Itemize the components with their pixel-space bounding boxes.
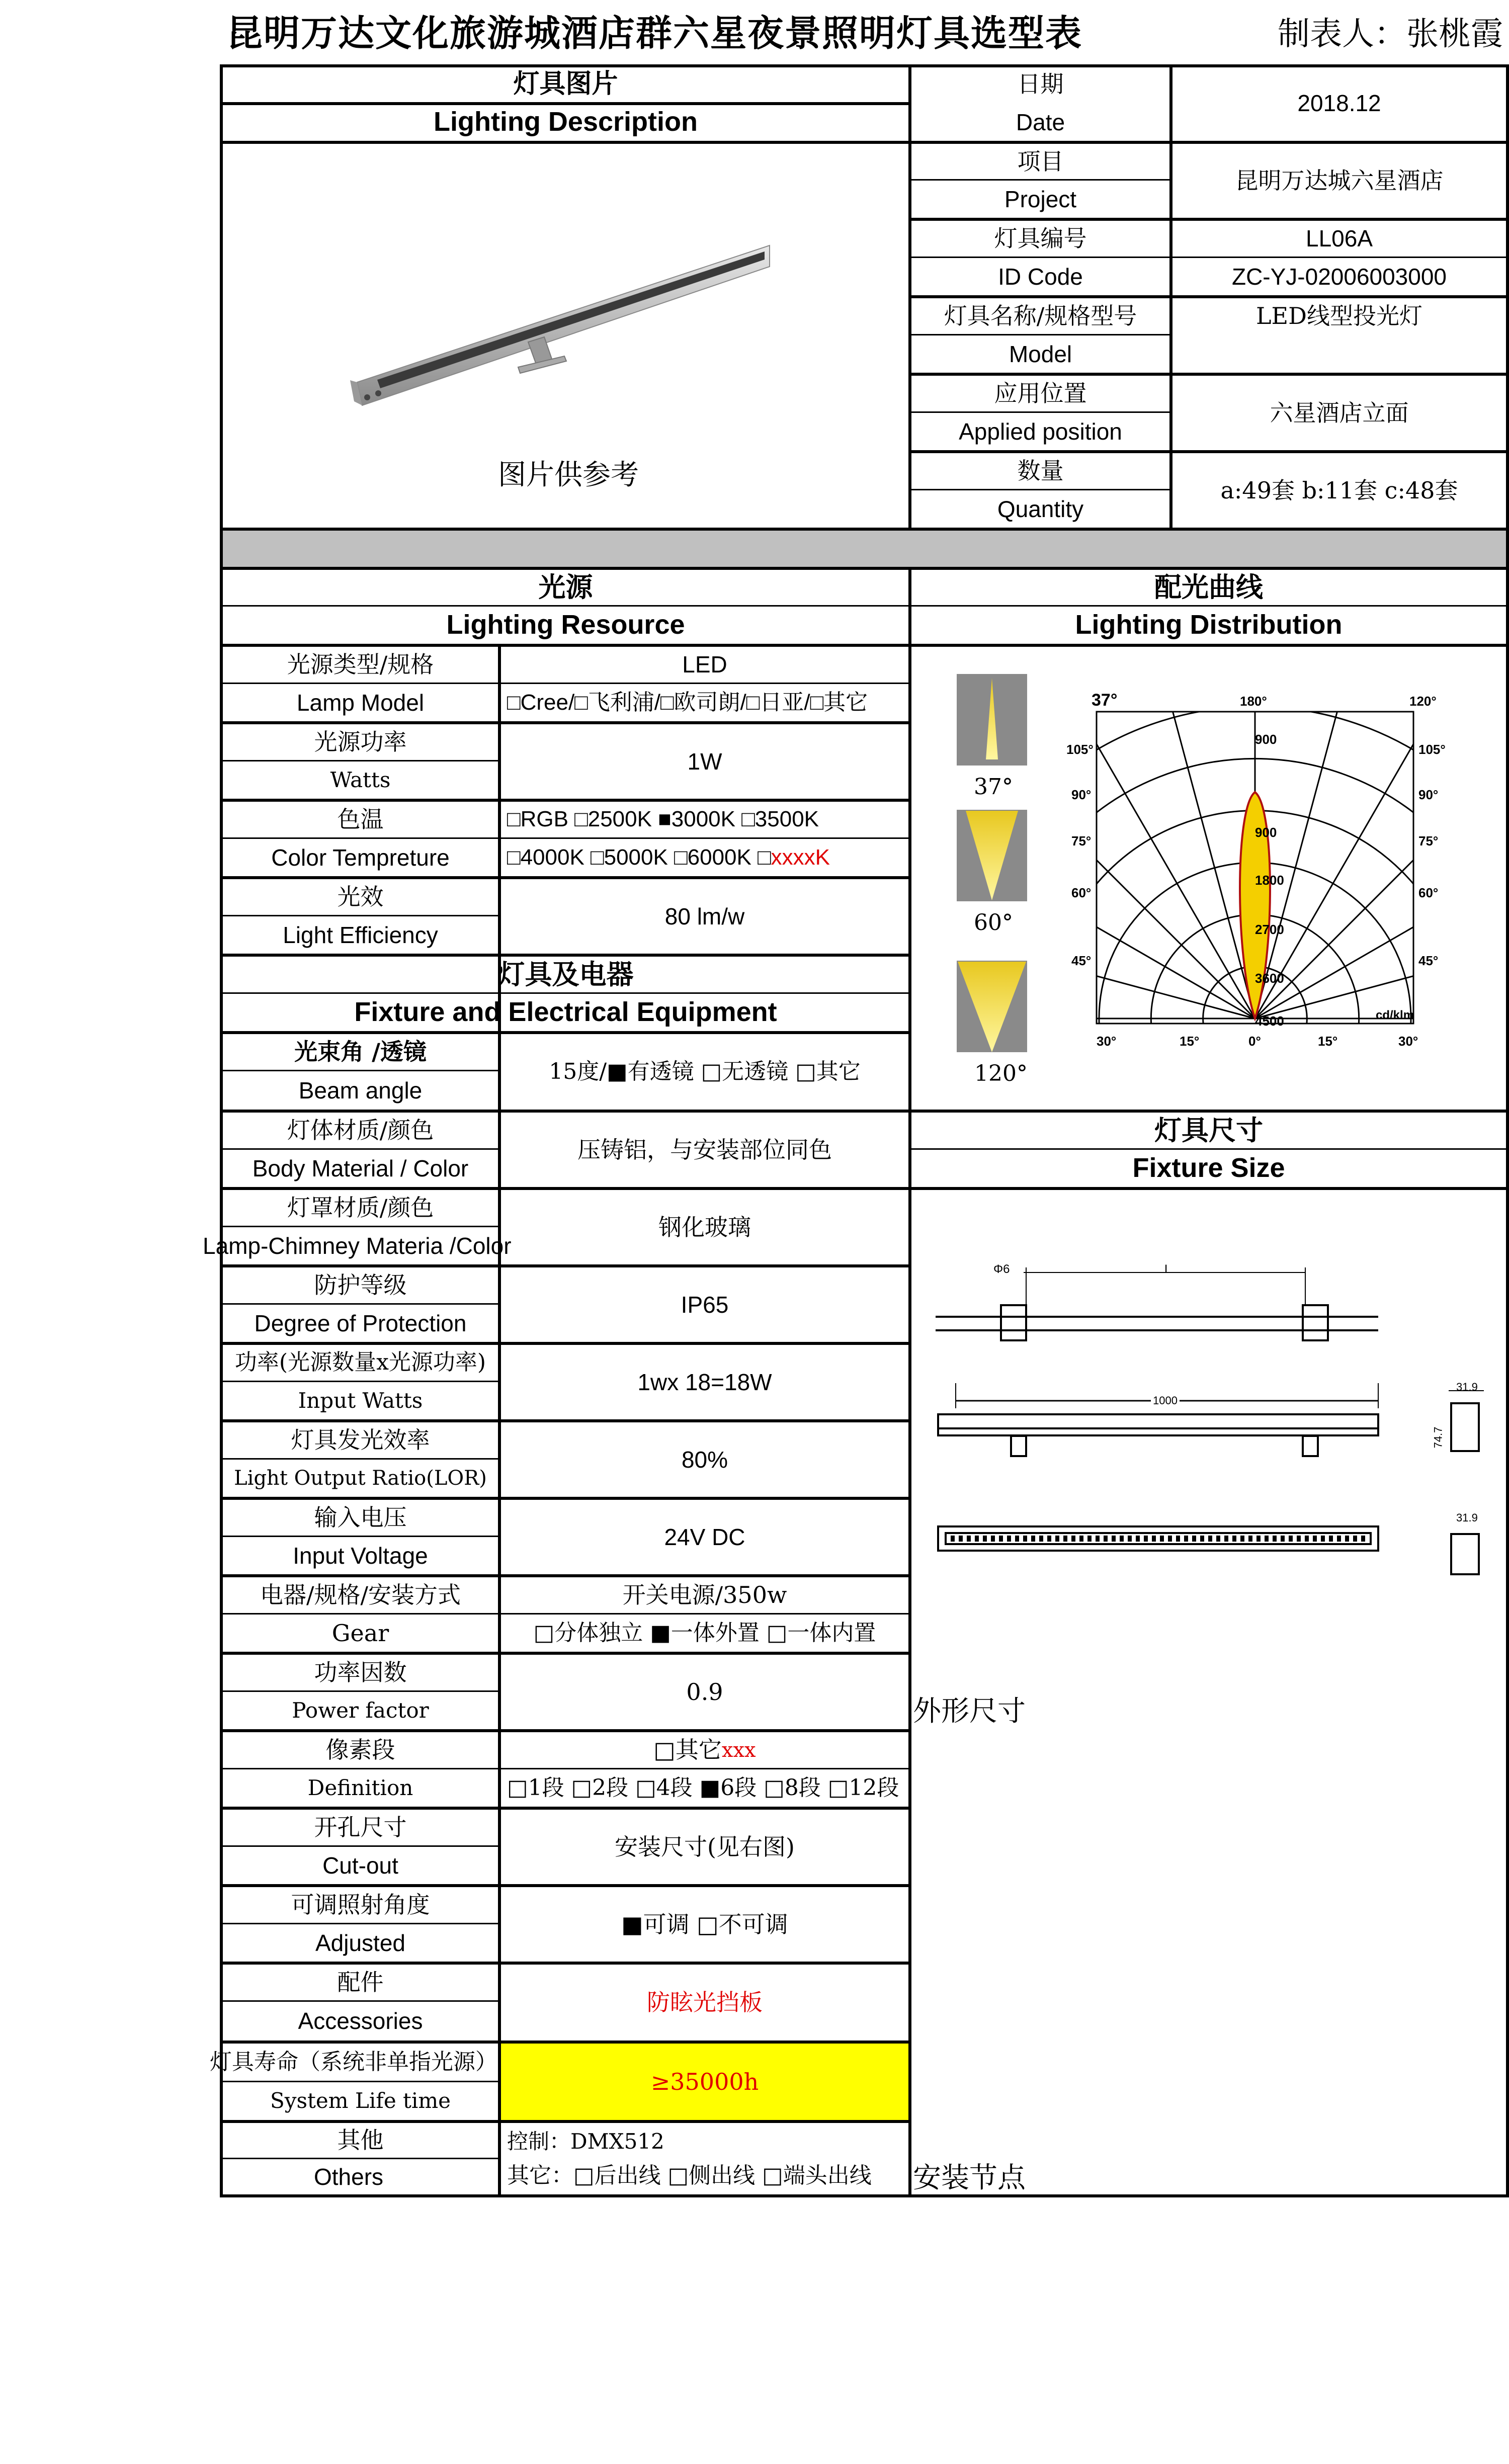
polar-radial-4: 2700 xyxy=(1255,922,1284,937)
watts-en: Watts xyxy=(330,767,391,792)
polar-radial-1: 900 xyxy=(1255,732,1277,747)
project-en: Project xyxy=(1004,186,1077,212)
voltage-value: 24V DC xyxy=(664,1523,745,1550)
gear-en: Gear xyxy=(331,1619,389,1647)
color-temp-options-2-text: □4000K □5000K □6000K □ xyxy=(507,844,771,870)
project-value: 昆明万达城六星酒店 xyxy=(1235,167,1444,195)
install-label: 安装节点 xyxy=(913,2162,1026,2195)
polar-bottom-5: 30° xyxy=(1398,1034,1418,1049)
position-zh: 应用位置 xyxy=(994,380,1087,407)
distribution-title-en: Lighting Distribution xyxy=(1075,610,1343,640)
model-zh: 灯具名称/规格型号 xyxy=(944,302,1137,330)
chimney-en-text: Lamp-Chimney Materia /Color xyxy=(203,1232,512,1259)
others-zh: 其他 xyxy=(337,2127,384,2154)
polar-top-right: 120° xyxy=(1409,694,1437,709)
photo-title-en: Lighting Description xyxy=(434,107,698,137)
beam-icons xyxy=(946,669,1036,1091)
life-zh xyxy=(210,2044,498,2081)
polar-radial-3: 1800 xyxy=(1255,873,1284,888)
polar-unit: cd/klm xyxy=(1376,1008,1414,1022)
adjusted-zh: 可调照射角度 xyxy=(291,1891,430,1919)
line xyxy=(220,528,1509,531)
body-material-value: 压铸铝，与安装部位同色 xyxy=(577,1136,832,1163)
watts-value: 1W xyxy=(687,748,722,775)
id-value-1: LL06A xyxy=(1305,225,1373,252)
chimney-value: 钢化玻璃 xyxy=(658,1213,751,1241)
cutout-zh: 开孔尺寸 xyxy=(314,1814,407,1841)
quantity-zh: 数量 xyxy=(1017,457,1064,485)
others-value-1: 控制：DMX512 xyxy=(507,2129,664,2154)
gear-value-1: 开关电源/350w xyxy=(622,1581,787,1609)
color-temp-en: Color Tempreture xyxy=(271,844,450,871)
dimension-drawing xyxy=(936,1257,1489,1589)
ip-value: IP65 xyxy=(681,1291,729,1318)
frame-right xyxy=(1506,64,1509,2197)
voltage-zh: 输入电压 xyxy=(314,1504,407,1532)
project-zh: 项目 xyxy=(1017,147,1064,175)
id-zh: 灯具编号 xyxy=(994,225,1087,252)
definition-zh: 像素段 xyxy=(325,1736,395,1764)
photo-caption: 图片供参考 xyxy=(498,459,639,492)
body-material-en: Body Material / Color xyxy=(252,1155,469,1181)
date-en: Date xyxy=(1016,109,1065,135)
definition-other: □其它 xyxy=(653,1736,722,1764)
fixture-title-en: Fixture and Electrical Equipment xyxy=(354,997,777,1028)
watts-zh: 光源功率 xyxy=(314,728,407,756)
polar-left-4: 60° xyxy=(1071,885,1092,900)
color-temp-options-1: □RGB □2500K ■3000K □3500K xyxy=(507,807,819,832)
color-temp-options-2 xyxy=(501,839,908,876)
ip-en: Degree of Protection xyxy=(254,1310,467,1336)
others-en: Others xyxy=(313,2163,384,2190)
dim-length-value: 1000 xyxy=(1151,1394,1180,1407)
beam-en: Beam angle xyxy=(298,1077,423,1103)
gear-value-2: □分体独立 ■一体外置 □一体内置 xyxy=(533,1620,876,1646)
chimney-zh: 灯罩材质/颜色 xyxy=(287,1194,434,1222)
beam-zh: 光束角 /透镜 xyxy=(294,1038,427,1066)
lamp-type-en: Lamp Model xyxy=(296,689,425,716)
quantity-en: Quantity xyxy=(997,495,1084,522)
model-en: Model xyxy=(1009,341,1072,367)
others-value-2: 其它：□后出线 □侧出线 □端头出线 xyxy=(507,2162,872,2188)
fixture-photo xyxy=(347,231,785,433)
polar-radial-5: 3600 xyxy=(1255,971,1284,986)
cutout-en: Cut-out xyxy=(322,1852,398,1879)
polar-radial-2: 900 xyxy=(1255,825,1277,840)
lor-en: Light Output Ratio(LOR) xyxy=(234,1467,487,1490)
size-title-zh: 灯具尺寸 xyxy=(1154,1114,1263,1146)
polar-labels xyxy=(1066,687,1504,1059)
power-factor-en: Power factor xyxy=(292,1697,429,1723)
separator-band xyxy=(221,531,1506,568)
life-zh-text: 灯具寿命（系统非单指光源） xyxy=(210,2049,497,2075)
beam-icon-label-3: 120° xyxy=(974,1060,1028,1086)
efficiency-en: Light Efficiency xyxy=(283,921,438,948)
power-factor-zh: 功率因数 xyxy=(314,1659,407,1686)
dim-side-1: 31.9 xyxy=(1456,1381,1478,1393)
efficiency-value: 80 lm/w xyxy=(664,903,745,929)
accessories-value: 防眩光挡板 xyxy=(647,1989,763,2016)
life-value: ≥35000h xyxy=(650,2068,759,2095)
model-value: LED线型投光灯 xyxy=(1255,302,1422,330)
polar-right-3: 75° xyxy=(1418,833,1439,848)
divider-lower-mid xyxy=(908,567,911,2197)
polar-left-3: 75° xyxy=(1071,833,1092,848)
adjusted-value: ■可调 □不可调 xyxy=(621,1910,788,1938)
polar-top-left: 37° xyxy=(1092,691,1118,710)
lamp-type-zh: 光源类型/规格 xyxy=(287,651,434,678)
voltage-en: Input Voltage xyxy=(293,1542,428,1569)
size-title-en: Fixture Size xyxy=(1132,1153,1285,1183)
polar-right-2: 90° xyxy=(1418,787,1439,802)
position-en: Applied position xyxy=(959,418,1122,445)
definition-value-1 xyxy=(501,1732,908,1768)
dim-side-2: 74.7 xyxy=(1432,1426,1445,1449)
accessories-zh: 配件 xyxy=(337,1969,384,1996)
date-zh: 日期 xyxy=(1017,70,1064,98)
input-watts-zh: 功率(光源数量x光源功率) xyxy=(234,1349,486,1376)
polar-right-4: 60° xyxy=(1418,885,1439,900)
polar-top-center: 180° xyxy=(1240,694,1267,709)
input-watts-value: 1wx 18=18W xyxy=(637,1369,772,1395)
frame-bottom xyxy=(220,2194,1509,2197)
lor-zh: 灯具发光效率 xyxy=(291,1426,430,1454)
photo-title-zh: 灯具图片 xyxy=(513,68,618,100)
polar-right-5: 45° xyxy=(1418,953,1439,968)
power-factor-value: 0.9 xyxy=(686,1678,723,1706)
line xyxy=(908,1187,1509,1190)
source-title-en: Lighting Resource xyxy=(446,610,685,640)
id-value-2: ZC-YJ-02006003000 xyxy=(1231,263,1447,290)
gear-zh: 电器/规格/安装方式 xyxy=(260,1581,461,1609)
id-en: ID Code xyxy=(998,263,1083,290)
body-material-zh: 灯体材质/颜色 xyxy=(287,1117,434,1144)
lor-value: 80% xyxy=(681,1446,728,1473)
author-label: 制表人：张桃霞 xyxy=(1278,16,1503,53)
polar-bottom-4: 15° xyxy=(1318,1034,1338,1049)
fixture-title-zh: 灯具及电器 xyxy=(497,958,634,990)
ip-zh: 防护等级 xyxy=(314,1271,407,1299)
line xyxy=(908,644,1509,647)
polar-bottom-3: 0° xyxy=(1248,1034,1261,1049)
polar-left-2: 90° xyxy=(1071,787,1092,802)
chimney-en xyxy=(203,1227,512,1264)
date-value: 2018.12 xyxy=(1297,90,1381,117)
beam-icon-label-1: 37° xyxy=(974,774,1013,800)
polar-bottom-2: 15° xyxy=(1180,1034,1200,1049)
lamp-brand-value: □Cree/□飞利浦/□欧司朗/□日亚/□其它 xyxy=(507,690,868,715)
color-temp-custom: xxxxK xyxy=(771,844,830,870)
definition-custom: xxx xyxy=(721,1738,756,1762)
page-title: 昆明万达文化旅游城酒店群六星夜景照明灯具选型表 xyxy=(226,12,1083,54)
definition-value-2: □1段 □2段 □4段 ■6段 □8段 □12段 xyxy=(507,1774,899,1801)
lamp-type-value: LED xyxy=(682,651,727,678)
position-value: 六星酒店立面 xyxy=(1270,399,1409,427)
life-en: System Life time xyxy=(270,2088,451,2113)
beam-icon-label-2: 60° xyxy=(974,909,1013,936)
polar-bottom-1: 30° xyxy=(1097,1034,1117,1049)
polar-right-1: 105° xyxy=(1418,742,1446,757)
adjusted-en: Adjusted xyxy=(315,1929,405,1956)
polar-left-1: 105° xyxy=(1066,742,1094,757)
definition-en: Definition xyxy=(307,1775,413,1800)
cutout-value: 安装尺寸(见右图) xyxy=(615,1833,795,1860)
accessories-en: Accessories xyxy=(298,2008,423,2034)
source-title-zh: 光源 xyxy=(538,571,593,604)
efficiency-zh: 光效 xyxy=(337,883,384,911)
dim-side-3: 31.9 xyxy=(1456,1511,1478,1524)
distribution-title-zh: 配光曲线 xyxy=(1154,571,1263,604)
dim-phi: Φ6 xyxy=(993,1262,1010,1276)
beam-value: 15度/■有透镜 □无透镜 □其它 xyxy=(549,1058,861,1084)
input-watts-en: Input Watts xyxy=(298,1388,423,1413)
polar-radial-6: 4500 xyxy=(1255,1013,1284,1029)
outline-label: 外形尺寸 xyxy=(913,1694,1026,1728)
quantity-value: a:49套 b:11套 c:48套 xyxy=(1220,476,1458,504)
color-temp-zh: 色温 xyxy=(337,806,384,833)
polar-left-5: 45° xyxy=(1071,953,1092,968)
dim-length-label: L xyxy=(1164,1262,1171,1276)
